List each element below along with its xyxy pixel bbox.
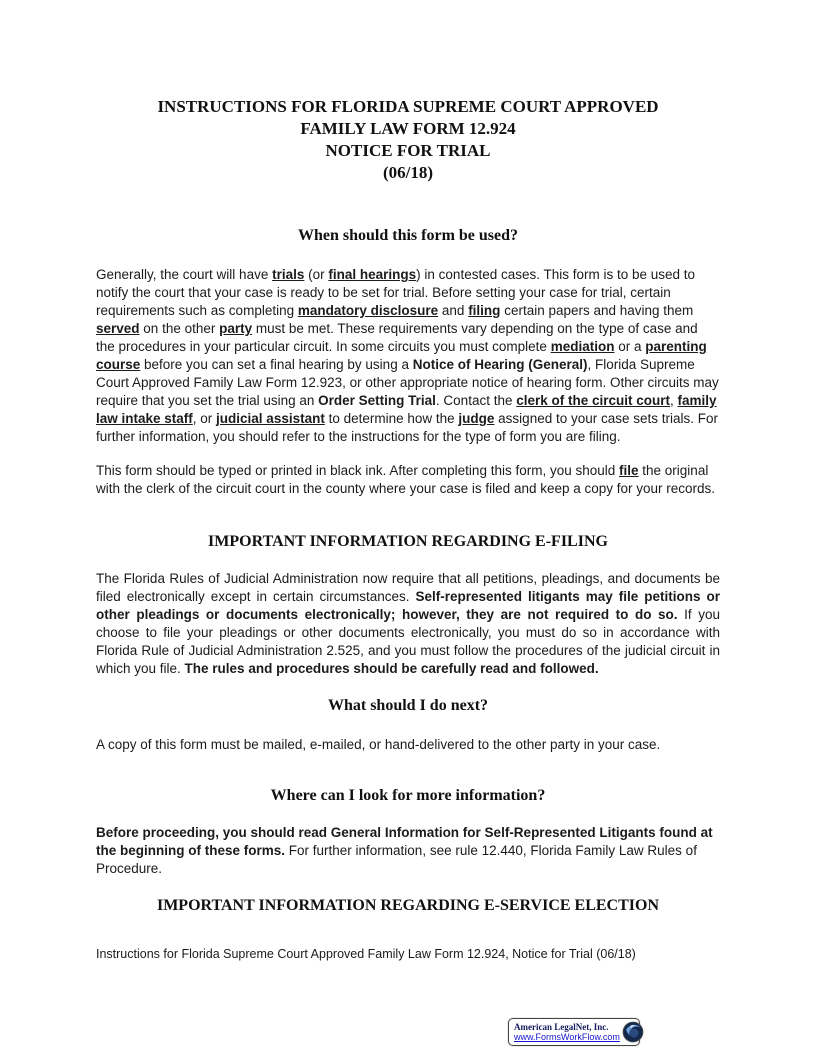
globe-icon: [622, 1021, 644, 1043]
heading-efiling: IMPORTANT INFORMATION REGARDING E-FILING: [208, 533, 608, 550]
badge-company-name: American LegalNet, Inc.: [514, 1022, 609, 1032]
document-title: [96, 96, 720, 184]
american-legalnet-badge: [508, 1018, 640, 1046]
title-line-4: (06/18): [382, 163, 434, 182]
heading-what-next: What should I do next?: [327, 697, 489, 714]
heading-more-info: Where can I look for more information?: [270, 787, 546, 804]
paragraph-black-ink: This form should be typed or printed in black ink. After completing this form, you should file the original with the clerk of the circuit court in the county where your case is filed and keep a copy for your records.: [96, 463, 716, 496]
paragraph-copy-delivery: A copy of this form must be mailed, e-mailed, or hand-delivered to the other party in your case.: [96, 737, 661, 752]
title-line-3: NOTICE FOR TRIAL: [325, 141, 491, 160]
heading-eservice: IMPORTANT INFORMATION REGARDING E-SERVICE ELECTION: [156, 897, 660, 914]
badge-url-link[interactable]: www.FormsWorkFlow.com: [514, 1032, 620, 1042]
paragraph-more-info: Before proceeding, you should read General Information for Self-Represented Litigants found at the beginning of these forms. For further information, see rule 12.440, Florida Family Law Rules of Procedure.: [96, 825, 713, 876]
footer-form-reference: Instructions for Florida Supreme Court Approved Family Law Form 12.924, Notice for Trial (06/18): [96, 947, 636, 961]
document-content: [96, 0, 720, 962]
paragraph-efiling: The Florida Rules of Judicial Administration now require that all petitions, pleadings, and documents be filed electronically except in certain circumstances. Self-represented litigants may file petitions or other pleadings or documents electronically; however, they are not required to do so. If you choose to file your pleadings or other documents electronically, you must do so in accordance with Florida Rule of Judicial Administration 2.525, and you must follow the procedures of the judicial circuit in which you file. The rules and procedures should be carefully read and followed.: [96, 571, 720, 676]
paragraph-general: Generally, the court will have trials (or final hearings) in contested cases. This form is to be used to notify the court that your case is ready to be set for trial. Before setting your case for trial, certain requirements such as completing mandatory disclosure and filing certain papers and having them served on the other party must be met. These requirements vary depending on the type of case and the procedures in your particular circuit. In some circuits you must complete mediation or a parenting course before you can set a final hearing by using a Notice of Hearing (General), Florida Supreme Court Approved Family Law Form 12.923, or other appropriate notice of hearing form. Other circuits may require that you set the trial using an Order Setting Trial. Contact the clerk of the circuit court, family law intake staff, or judicial assistant to determine how the judge assigned to your case sets trials. For further information, you should refer to the instructions for the type of form you are filing.: [96, 267, 719, 444]
title-line-2: FAMILY LAW FORM 12.924: [300, 119, 516, 138]
heading-when-used: When should this form be used?: [297, 227, 519, 244]
badge-text: [514, 1022, 620, 1042]
title-line-1: INSTRUCTIONS FOR FLORIDA SUPREME COURT APPROVED: [157, 97, 659, 116]
